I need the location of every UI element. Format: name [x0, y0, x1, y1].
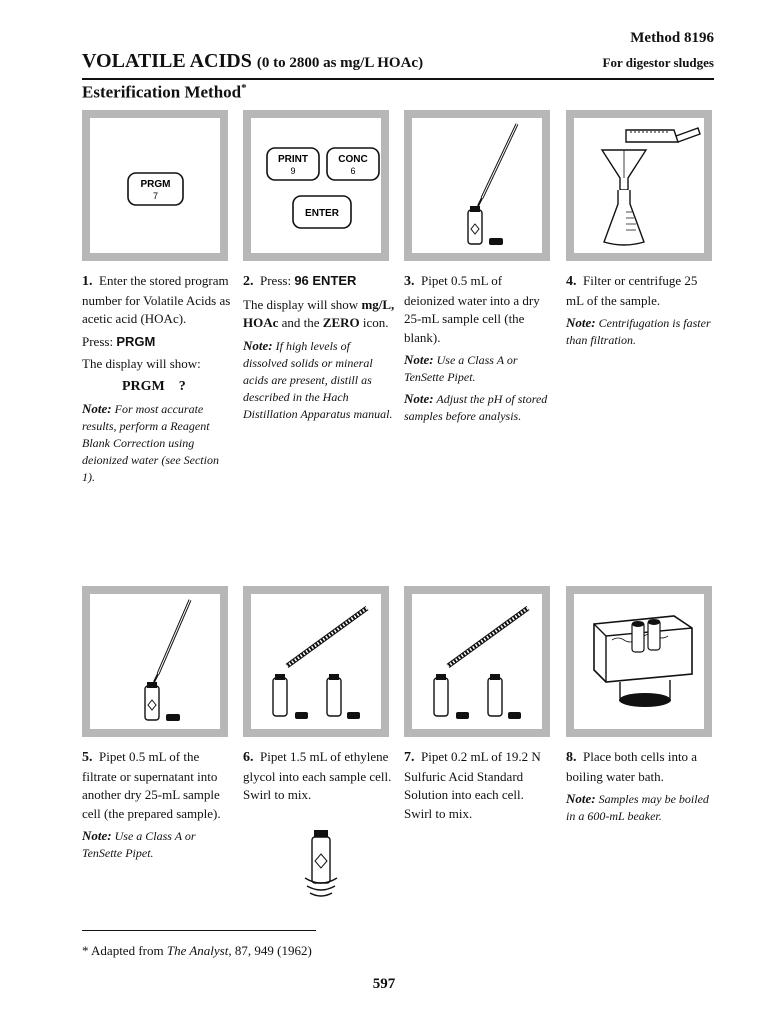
display-text-c: and the [278, 315, 323, 330]
step-2-illustration [243, 110, 389, 261]
step-7-illustration [404, 586, 550, 737]
water-bath-icon [574, 594, 704, 729]
pipet-two-cells-icon [251, 594, 381, 729]
note-label: Note: [82, 828, 112, 843]
press-key: PRGM [116, 333, 156, 349]
pipet-sample-cell-icon [90, 594, 220, 729]
step-8 [566, 748, 716, 829]
key-prgm-number: 7 [152, 191, 159, 201]
page-title [82, 50, 423, 73]
display-readout: PRGM ? [122, 378, 186, 394]
step-3-note [404, 351, 552, 386]
pipet-two-cells-icon [412, 594, 542, 729]
step-number: 3. [404, 274, 415, 289]
note-text: Centrifugation is faster than filtration. [566, 316, 711, 347]
display-units: mg/L, HOAc [243, 296, 395, 330]
note-text: Use a Class A or TenSette Pipet. [404, 353, 518, 384]
step-1-note [82, 400, 234, 486]
display-text-e: icon. [359, 315, 389, 330]
step-8-note [566, 790, 716, 825]
step-3 [404, 272, 552, 429]
step-number: 2. [243, 274, 254, 289]
step-number: 8. [566, 750, 577, 765]
step-3-instruction: Pipet 0.5 mL of deionized water into a dry 25-mL sample cell (the blank). [404, 273, 540, 345]
step-number: 1. [82, 274, 93, 289]
note-label: Note: [566, 791, 596, 806]
step-4-note [566, 314, 714, 349]
note-label: Note: [566, 315, 596, 330]
step-1-instruction: Enter the stored program number for Volatile Acids as acetic acid (HOAc). [82, 273, 231, 326]
step-5-instruction: Pipet 0.5 mL of the filtrate or supernatant into another dry 25-mL sample cell (the prepared sample). [82, 749, 221, 821]
note-label: Note: [82, 401, 112, 416]
footnote-rule [82, 930, 316, 931]
footnote-journal: The Analyst [166, 943, 229, 958]
step-7-instruction: Pipet 0.2 mL of 19.2 N Sulfuric Acid Standard Solution into each cell. Swirl to mix. [404, 749, 541, 821]
step-5-text [82, 748, 234, 823]
page-subtitle: For digestor sludges [602, 55, 714, 70]
page-number: 597 [372, 976, 396, 992]
key-print-label: PRINT [278, 154, 308, 165]
step-3-illustration [404, 110, 550, 261]
note-text: If high levels of dissolved solids or mineral acids are present, distill as described in the Hach Distillation Apparatus manual. [243, 338, 393, 421]
funnel-flask-icon [574, 118, 704, 253]
step-8-illustration [566, 586, 712, 737]
display-intro: The display will show: [82, 356, 201, 371]
step-1-illustration [82, 110, 228, 261]
press-key: 96 ENTER [294, 273, 357, 288]
press-prefix: Press: [82, 333, 117, 349]
step-2-display [243, 296, 395, 333]
step-number: 7. [404, 750, 415, 765]
note-text: Adjust the pH of stored samples before analysis. [404, 392, 548, 423]
step-2-note [243, 337, 395, 423]
step-3-text [404, 272, 552, 347]
step-2-text [243, 272, 395, 292]
step-6-instruction: Pipet 1.5 mL of ethylene glycol into each sample cell. Swirl to mix. [243, 749, 392, 802]
section-heading [82, 82, 247, 103]
key-enter-label: ENTER [305, 208, 339, 219]
footnote [82, 943, 312, 959]
prgm-keypad-icon [90, 118, 220, 253]
step-8-text [566, 748, 716, 786]
display-text-a: The display will show [243, 296, 362, 312]
step-1-press [82, 333, 234, 352]
step-1 [82, 272, 234, 490]
step-7-text [404, 748, 554, 823]
method-number: Method 8196 [630, 30, 714, 46]
key-print-number: 9 [290, 166, 296, 176]
print-conc-enter-keypad-icon [251, 118, 381, 253]
footnote-suffix: , 87, 949 (1962) [228, 943, 312, 958]
step-6-illustration [243, 586, 389, 737]
step-4-illustration [566, 110, 712, 261]
title-range: (0 to 2800 as mg/L HOAc) [256, 55, 424, 71]
pipet-sample-cell-icon [412, 118, 542, 253]
section-footnote-mark: * [241, 82, 247, 94]
section-heading-text: Esterification Method [82, 82, 242, 102]
step-3-note-2 [404, 390, 552, 425]
step-2 [243, 272, 395, 427]
press-prefix: Press: [260, 273, 295, 288]
step-6-text [243, 748, 395, 805]
step-number: 4. [566, 274, 577, 289]
step-4 [566, 272, 714, 353]
step-7 [404, 748, 554, 827]
step-5 [82, 748, 234, 866]
note-text: For most accurate results, perform a Reagent Blank Correction using deionized water (see Section 1). [82, 402, 219, 484]
note-label: Note: [404, 352, 434, 367]
step-number: 6. [243, 750, 254, 765]
note-label: Note: [243, 337, 273, 353]
step-5-illustration [82, 586, 228, 737]
key-conc-number: 6 [350, 166, 356, 176]
swirl-cell-icon [301, 828, 341, 900]
key-prgm-label: PRGM [140, 179, 171, 190]
footnote-prefix: * Adapted from [82, 943, 167, 958]
note-text: Samples may be boiled in a 600-mL beaker. [566, 792, 709, 823]
step-1-text [82, 272, 234, 329]
step-4-instruction: Filter or centrifuge 25 mL of the sample. [566, 273, 698, 308]
note-text: Use a Class A or TenSette Pipet. [82, 829, 196, 860]
step-5-note [82, 827, 234, 862]
step-6 [243, 748, 395, 809]
header-rule [82, 78, 714, 80]
step-8-instruction: Place both cells into a boiling water bath. [566, 749, 698, 784]
display-zero: ZERO [322, 315, 360, 330]
title-text: VOLATILE ACIDS [82, 50, 252, 72]
step-4-text [566, 272, 714, 310]
note-label: Note: [404, 391, 434, 406]
step-number: 5. [82, 750, 93, 765]
key-conc-label: CONC [338, 154, 368, 165]
